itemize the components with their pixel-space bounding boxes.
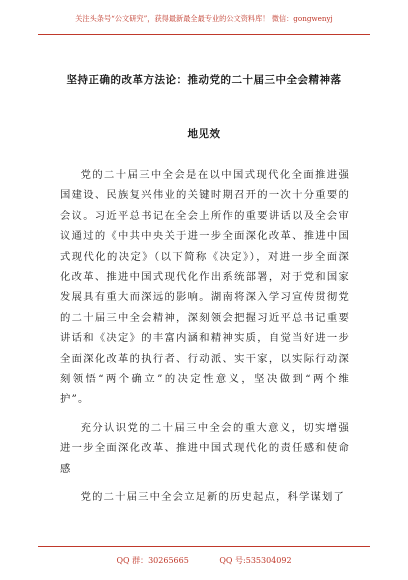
page-footer [38, 546, 370, 566]
paragraph: 充分认识党的二十届三中全会的重大意义，切实增强进一步全面深化改革、推进中国式现代化的责任感和使命感 [60, 421, 350, 475]
qq-account-number: QQ 号:535304092 [219, 556, 292, 565]
document-title-continued: 地见效 [187, 128, 221, 140]
page-header-notice: 关注头条号“公文研究”，获得最新最全最专业的公文资料库！ 微信：gongwenyj [38, 14, 370, 35]
document-body [60, 165, 350, 516]
document-title: 坚持正确的改革方法论：推动党的二十届三中全会精神落 [66, 74, 342, 86]
qq-group-number: QQ 群：30265665 [116, 556, 189, 565]
paragraph: 党的二十届三中全会立足新的历史起点，科学谋划了 [80, 491, 346, 504]
paragraph: 党的二十届三中全会是在以中国式现代化全面推进强国建设、民族复兴伟业的关键时期召开的一次十分重要的会议。习近平总书记在全会上所作的重要讲话以及全会审议通过的《中共中央关于进一步全面深化改革、推进中国式现代化的决定》（以下简称《决定》），对进一步全面深化改革、推进中国式现代化作出系统部署，对于党和国家发展具有重大而深远的影响。湖南将深入学习宣传贯彻党的二十届三中全会精神，深刻领会把握习近平总书记重要讲话和《决定》的丰富内涵和精神实质，自觉当好进一步全面深化改革的执行者、行动派、实干家，以实际行动深刻领悟“两个确立”的决定性意义，坚决做到“两个维护”。 [60, 169, 350, 406]
